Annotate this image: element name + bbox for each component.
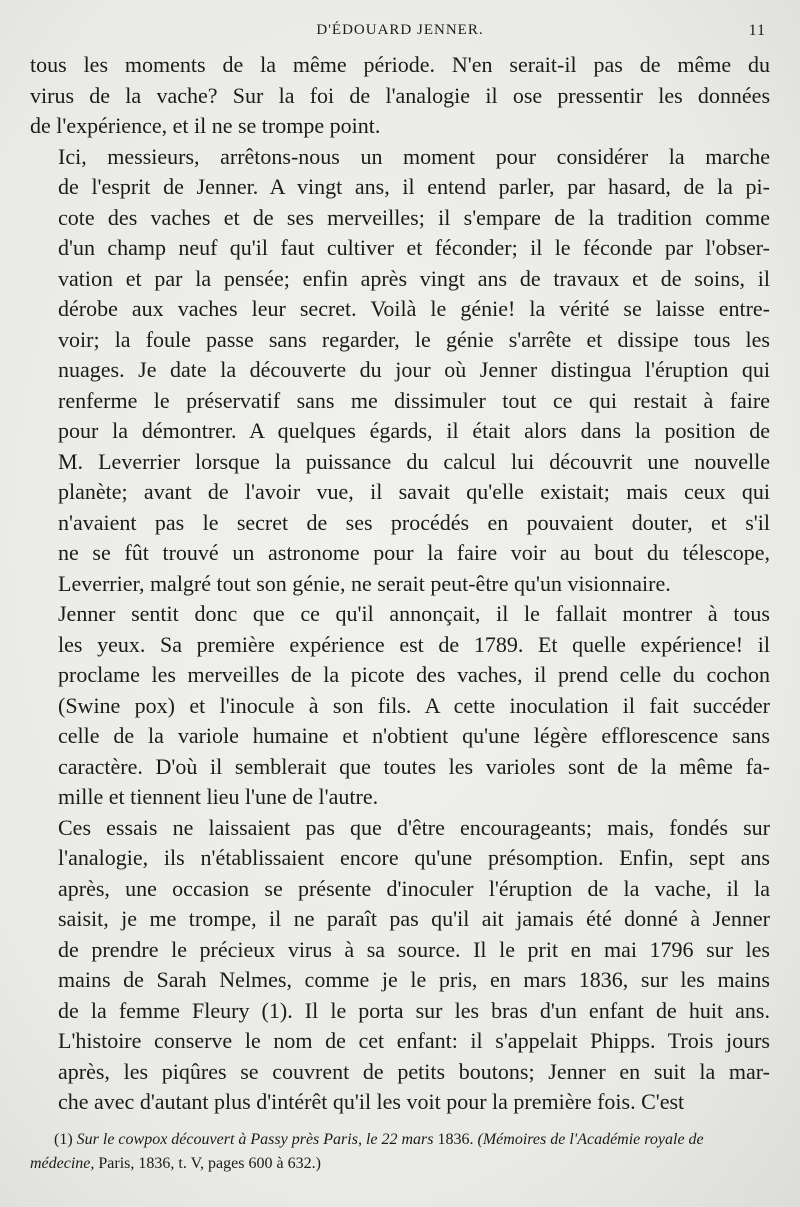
text-line: les yeux. Sa première expérience est de 1789. Et quelle expérience! il xyxy=(58,631,770,657)
text-line: mains de Sarah Nelmes, comme je le pris, en mars 1836, sur les mains xyxy=(58,967,770,992)
paragraph xyxy=(30,50,770,142)
text-line: saisit, je me trompe, il ne paraît pas qu'il ait jamais été donné à Jenner xyxy=(58,906,770,931)
text-line: après, une occasion se présente d'inoculer l'éruption de la vache, il la xyxy=(58,875,770,901)
text-line: Ces essais ne laissaient pas que d'être encourageants; mais, fondés sur xyxy=(58,814,770,840)
text-line: celle de la variole humaine et n'obtient qu'une légère efflorescence sans xyxy=(58,723,770,748)
running-title: D'ÉDOUARD JENNER. xyxy=(316,22,484,38)
text-line: ne se fût trouvé un astronome pour la faire voir au bout du télescope, xyxy=(58,540,770,565)
text-line: d'un champ neuf qu'il faut cultiver et féconder; il le féconde par l'obser- xyxy=(58,235,770,260)
footnote-reference: (Mémoires de l'Académie royale de médecine, xyxy=(30,1130,704,1172)
paragraph xyxy=(30,142,770,600)
body-text xyxy=(30,50,770,1118)
text-line: voir; la foule passe sans regarder, le génie s'arrête et dissipe tous les xyxy=(58,326,770,352)
text-line: nuages. Je date la découverte du jour où Jenner distingua l'éruption qui xyxy=(58,357,770,382)
page-number: 11 xyxy=(748,22,766,39)
text-line: Leverrier, malgré tout son génie, ne serait peut-être qu'un visionnaire. xyxy=(58,570,671,596)
text-line: renferme le préservatif sans me dissimuler tout ce qui restait à faire xyxy=(58,387,770,413)
text-line: n'avaient pas le secret de ses procédés en pouvaient douter, et s'il xyxy=(58,509,770,535)
text-line: après, les piqûres se couvrent de petits boutons; Jenner en suit la mar- xyxy=(58,1058,770,1084)
text-line: virus de la vache? Sur la foi de l'analogie il ose pressentir les données xyxy=(30,82,770,108)
text-line: caractère. D'où il semblerait que toutes les varioles sont de la même fa- xyxy=(58,753,770,779)
text-line: de l'esprit de Jenner. A vingt ans, il entend parler, par hasard, de la pi- xyxy=(58,174,770,199)
text-line: proclame les merveilles de la picote des vaches, il prend celle du cochon xyxy=(58,662,770,687)
text-line: tous les moments de la même période. N'en serait-il pas de même du xyxy=(30,52,770,77)
text-line: cote des vaches et de ses merveilles; il s'empare de la tradition comme xyxy=(58,204,770,230)
text-line: l'analogie, ils n'établissaient encore qu'une présomption. Enfin, sept ans xyxy=(58,845,770,870)
paragraph xyxy=(30,813,770,1118)
text-line: mille et tiennent lieu l'une de l'autre. xyxy=(58,784,379,809)
text-line: Ici, messieurs, arrêtons-nous un moment pour considérer la marche xyxy=(58,143,770,169)
text-line: vation et par la pensée; enfin après vingt ans de travaux et de soins, il xyxy=(58,265,770,291)
text-line: de prendre le précieux virus à sa source. Il le prit en mai 1796 sur les xyxy=(58,936,770,962)
text-line: de la femme Fleury (1). Il le porta sur les bras d'un enfant de huit ans. xyxy=(58,997,770,1023)
footnote-title: Sur le cowpox découvert à Passy près Paris, le 22 mars xyxy=(76,1130,434,1148)
paragraph xyxy=(30,599,770,813)
footnote-marker: (1) xyxy=(54,1130,73,1148)
text-line: (Swine pox) et l'inocule à son fils. A cette inoculation il fait succéder xyxy=(58,692,770,718)
text-line: de l'expérience, et il ne se trompe point. xyxy=(30,113,381,138)
text-line: dérobe aux vaches leur secret. Voilà le génie! la vérité se laisse entre- xyxy=(58,296,770,321)
text-line: pour la démontrer. A quelques égards, il était alors dans la position de xyxy=(58,418,770,443)
footnote-year: 1836. xyxy=(437,1130,474,1148)
text-line: planète; avant de l'avoir vue, il savait qu'elle existait; mais ceux qui xyxy=(58,479,770,504)
text-line: che avec d'autant plus d'intérêt qu'il les voit pour la première fois. C'est xyxy=(58,1089,685,1114)
page-header xyxy=(30,22,770,50)
footnote xyxy=(30,1128,770,1176)
text-line: L'histoire conserve le nom de cet enfant: il s'appelait Phipps. Trois jours xyxy=(58,1028,770,1053)
text-line: Jenner sentit donc que ce qu'il annonçait, il le fallait montrer à tous xyxy=(58,601,770,626)
footnote-reference-details: Paris, 1836, t. V, pages 600 à 632.) xyxy=(98,1154,321,1172)
text-line: M. Leverrier lorsque la puissance du calcul lui découvrit une nouvelle xyxy=(58,448,770,474)
